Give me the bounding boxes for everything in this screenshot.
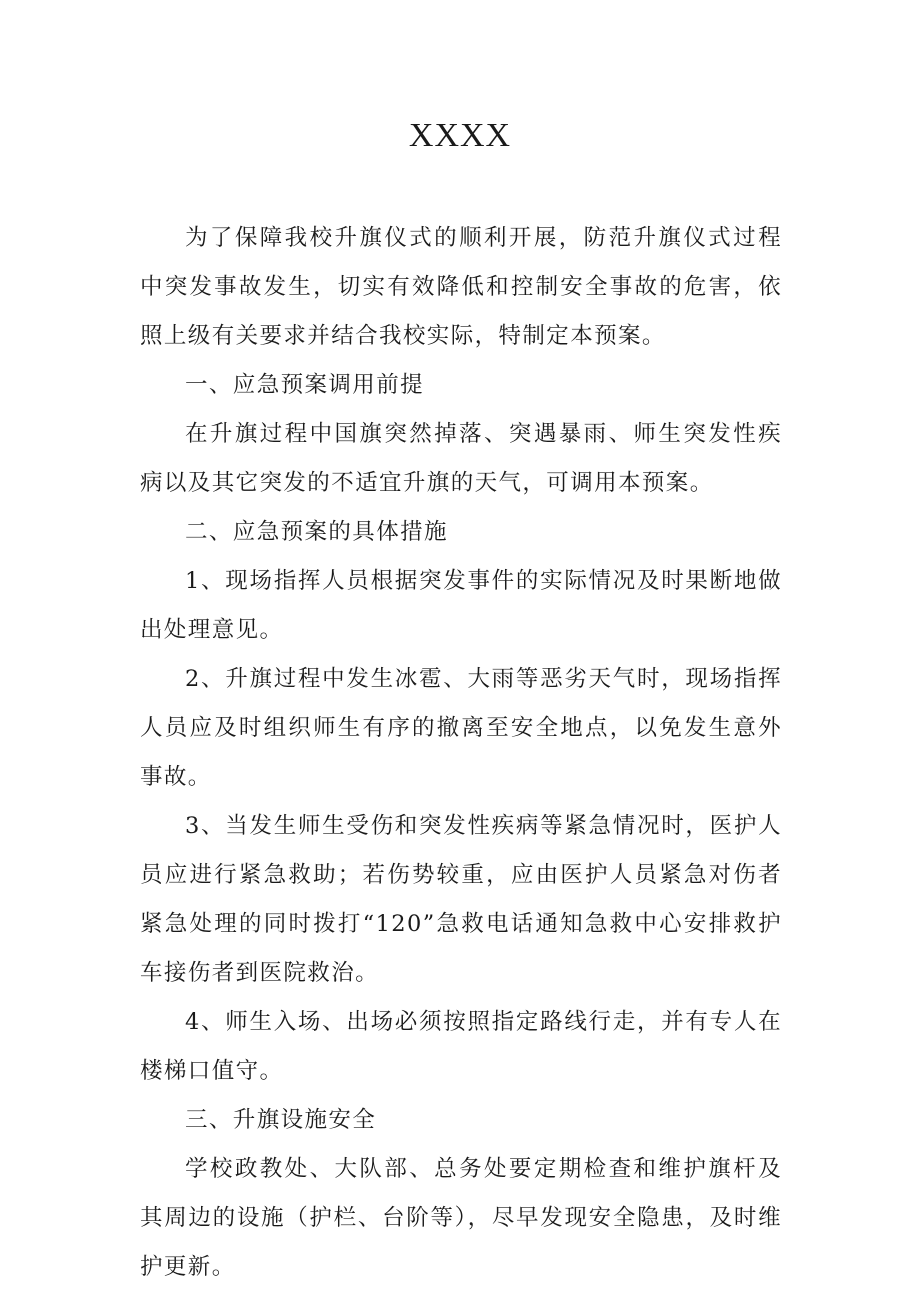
paragraph-measure-2: 2、升旗过程中发生冰雹、大雨等恶劣天气时，现场指挥人员应及时组织师生有序的撤离至安全地点，以免发生意外事故。 xyxy=(140,666,782,790)
paragraph-intro: 为了保障我校升旗仪式的顺利开展，防范升旗仪式过程中突发事故发生，切实有效降低和控制安全事故的危害，依照上级有关要求并结合我校实际，特制定本预案。 xyxy=(140,225,782,349)
paragraph-section-1: 在升旗过程中国旗突然掉落、突遇暴雨、师生突发性疾病以及其它突发的不适宜升旗的天气，可调用本预案。 xyxy=(140,421,782,496)
section-heading-2: 二、应急预案的具体措施 xyxy=(185,519,448,545)
paragraph-section-3: 学校政教处、大队部、总务处要定期检查和维护旗杆及其周边的设施（护栏、台阶等），尽早发现安全隐患，及时维护更新。 xyxy=(140,1156,782,1280)
section-heading-3: 三、升旗设施安全 xyxy=(185,1107,377,1133)
paragraph-measure-3: 3、当发生师生受伤和突发性疾病等紧急情况时，医护人员应进行紧急救助；若伤势较重，应由医护人员紧急对伤者紧急处理的同时拨打“120”急救电话通知急救中心安排救护车接伤者到医院救治。 xyxy=(140,813,782,986)
paragraph-measure-4: 4、师生入场、出场必须按照指定路线行走，并有专人在楼梯口值守。 xyxy=(140,1009,782,1084)
paragraph-measure-1: 1、现场指挥人员根据突发事件的实际情况及时果断地做出处理意见。 xyxy=(140,568,782,643)
section-heading-1: 一、应急预案调用前提 xyxy=(185,372,425,398)
document-body xyxy=(140,214,782,1292)
document-title: XXXX xyxy=(408,117,512,154)
